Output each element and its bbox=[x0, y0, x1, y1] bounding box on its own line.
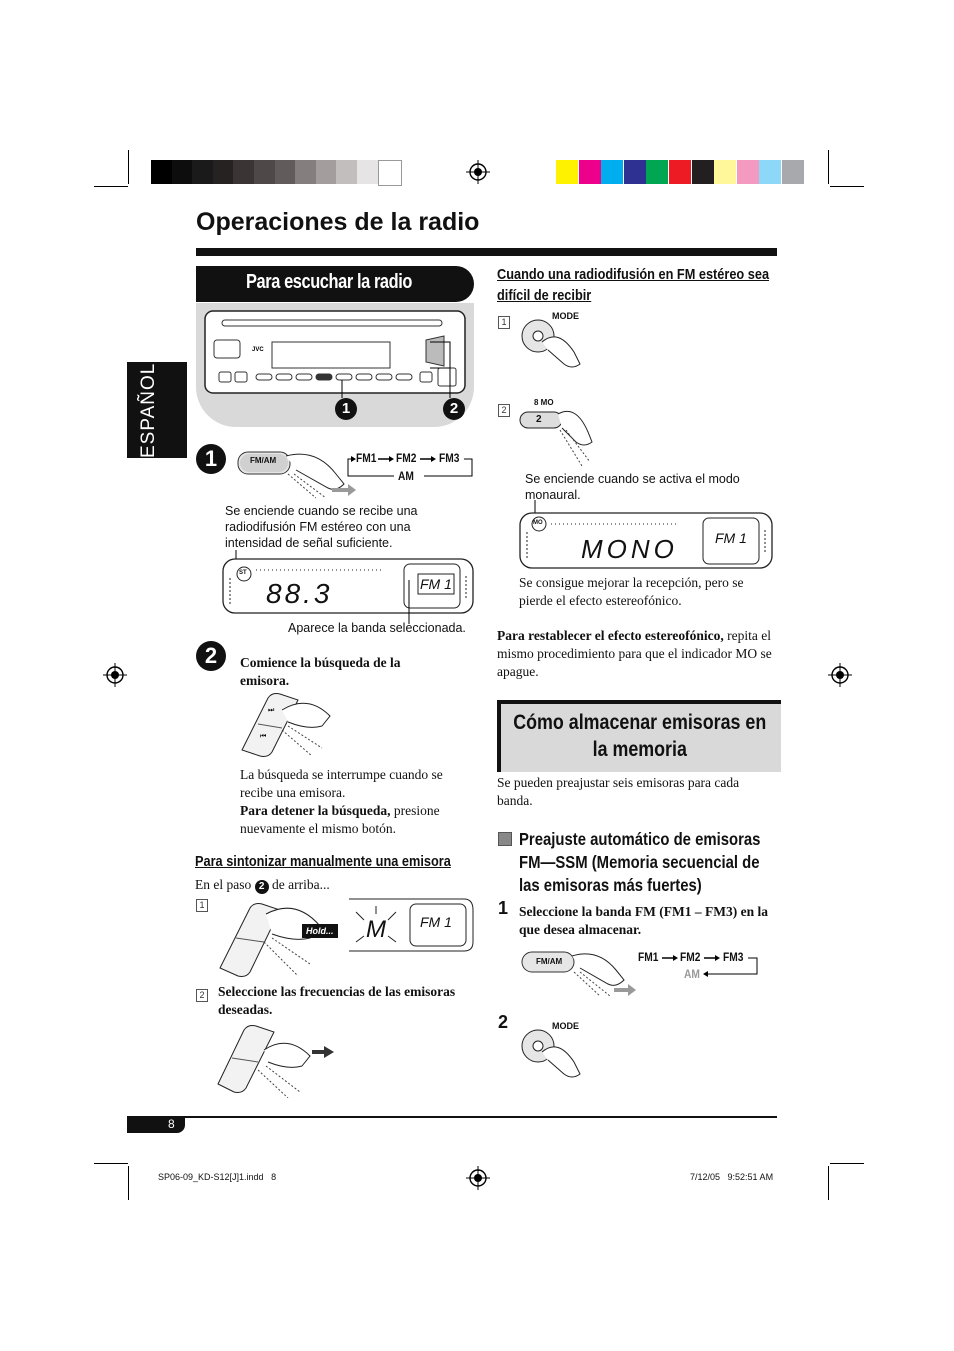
mono-band-readout: FM 1 bbox=[715, 530, 747, 546]
color-swatch bbox=[692, 160, 714, 184]
band-fm2: FM2 bbox=[396, 451, 417, 465]
seek-button-press bbox=[238, 690, 338, 760]
preset-key-label: 8 MO bbox=[534, 398, 554, 407]
memory-section-title: Cómo almacenar emisoras en la memoria bbox=[513, 711, 767, 761]
svg-text:⏮: ⏮ bbox=[260, 733, 267, 740]
preset-key-number: 2 bbox=[536, 414, 542, 425]
stereo-sub1-marker: 1 bbox=[498, 312, 510, 330]
stereo-difficult-heading: Cuando una radiodifusión en FM estéreo sea difícil de recibir bbox=[497, 266, 770, 304]
lcd-display-mono bbox=[519, 512, 773, 569]
callout-1: 1 bbox=[335, 398, 357, 420]
band-note: Aparece la banda seleccionada. bbox=[288, 621, 466, 635]
ssm-band-fm3: FM3 bbox=[723, 950, 744, 964]
ssm-heading: Preajuste automático de emisoras FM—SSM (Memoria secuencial de las emisoras más fuertes) bbox=[519, 829, 761, 895]
st-indicator-note: Se enciende cuando se recibe una radiodifusión FM estéreo con una intensidad de señal suficiente. bbox=[225, 504, 418, 550]
manual-tuning-heading: Para sintonizar manualmente una emisora bbox=[195, 853, 451, 870]
footer-file-name: SP06-09_KD-S12[J]1.indd 8 bbox=[158, 1172, 277, 1182]
svg-text:JVC: JVC bbox=[252, 347, 264, 353]
color-swatch bbox=[646, 160, 668, 184]
step2-note2: Para detener la búsqueda, presione nuevamente el mismo botón. bbox=[240, 803, 440, 836]
band-readout: FM 1 bbox=[420, 576, 452, 592]
memory-intro: Se pueden preajustar seis emisoras para cada banda. bbox=[497, 775, 740, 808]
registration-target-bottom-icon bbox=[466, 1166, 490, 1190]
preset-2-button-press bbox=[518, 400, 600, 470]
gray-swatch bbox=[172, 160, 194, 184]
ssm-fm-am-label: FM/AM bbox=[536, 957, 563, 966]
manual-sub1-marker: 1 bbox=[196, 895, 208, 913]
color-swatch bbox=[714, 160, 736, 184]
band-fm3: FM3 bbox=[439, 451, 460, 465]
step-1-marker: 1 bbox=[196, 444, 226, 474]
gray-swatch bbox=[151, 160, 173, 184]
registration-target-right-icon bbox=[828, 663, 852, 687]
band-am: AM bbox=[398, 469, 414, 483]
lcd-display-step1 bbox=[222, 558, 474, 614]
band-note-leader bbox=[404, 580, 414, 624]
gray-swatch bbox=[295, 160, 317, 184]
language-label: ESPAÑOL bbox=[138, 362, 159, 458]
gray-swatch bbox=[316, 160, 338, 184]
st-indicator: ST bbox=[239, 570, 247, 576]
color-swatch bbox=[737, 160, 759, 184]
ssm-mode-button-press bbox=[518, 1022, 598, 1086]
color-swatch bbox=[782, 160, 804, 184]
gray-swatch bbox=[254, 160, 276, 184]
gray-swatch bbox=[378, 160, 402, 186]
gray-swatch bbox=[233, 160, 255, 184]
mono-readout: MONO bbox=[581, 534, 678, 564]
ssm-band-fm2: FM2 bbox=[680, 950, 701, 964]
gray-swatch bbox=[192, 160, 214, 184]
mode-label: MODE bbox=[552, 311, 579, 321]
band-cycle-diagram bbox=[340, 450, 475, 488]
restore-stereo-note: Para restablecer el efecto estereofónico, repita el mismo procedimiento para que el indicador MO se apague. bbox=[497, 628, 772, 679]
hold-label: Hold... bbox=[302, 924, 338, 938]
mo-indicator-note: Se enciende cuando se activa el modo monaural. bbox=[525, 472, 740, 502]
reception-note: Se consigue mejorar la recepción, pero se pierde el efecto estereofónico. bbox=[519, 575, 744, 608]
step-2-marker: 2 bbox=[196, 641, 226, 671]
color-swatch bbox=[556, 160, 578, 184]
mo-indicator: MO bbox=[533, 520, 543, 526]
manual-sub2-marker: 2 bbox=[196, 985, 208, 1003]
ssm-step2-number: 2 bbox=[498, 1012, 509, 1032]
footer-rule bbox=[127, 1116, 777, 1118]
manual-band-readout: FM 1 bbox=[420, 914, 452, 930]
color-swatch bbox=[669, 160, 691, 184]
section-title-escuchar: Para escuchar la radio bbox=[196, 266, 474, 302]
page-number-tab bbox=[127, 1117, 185, 1133]
ssm-step1-number: 1 bbox=[498, 898, 509, 918]
title-rule bbox=[196, 248, 777, 256]
ssm-mode-label: MODE bbox=[552, 1021, 579, 1031]
step2-instruction: Comience la búsqueda de la emisora. bbox=[240, 655, 401, 688]
ssm-band-fm1: FM1 bbox=[638, 950, 659, 964]
mode-button-press bbox=[518, 312, 598, 372]
registration-target-top-icon bbox=[466, 160, 490, 184]
ssm-step1-text: Seleccione la banda FM (FM1 – FM3) en la que desea almacenar. bbox=[519, 904, 768, 937]
footer-timestamp: 7/12/05 9:52:51 AM bbox=[690, 1172, 774, 1182]
color-swatch bbox=[601, 160, 623, 184]
gray-swatch bbox=[213, 160, 235, 184]
seek-button-repeat bbox=[214, 1022, 338, 1098]
frequency-readout: 88.3 bbox=[266, 578, 333, 609]
page-title: Operaciones de la radio bbox=[196, 208, 480, 236]
ssm-band-cycle bbox=[624, 950, 760, 986]
gray-swatch bbox=[275, 160, 297, 184]
stereo-sub2-marker: 2 bbox=[498, 400, 510, 418]
manual-intro: En el paso 2 de arriba... bbox=[195, 877, 330, 892]
memory-m-indicator: M bbox=[366, 916, 386, 943]
lcd-display-manual bbox=[348, 898, 474, 952]
ssm-fm-am-button-press bbox=[520, 948, 640, 998]
color-swatch bbox=[624, 160, 646, 184]
svg-text:⏭: ⏭ bbox=[268, 707, 275, 714]
page-number: 8 bbox=[168, 1117, 175, 1131]
color-swatch bbox=[579, 160, 601, 184]
fm-am-button-label: FM/AM bbox=[250, 456, 277, 465]
gray-swatch bbox=[336, 160, 358, 184]
registration-target-left-icon bbox=[103, 663, 127, 687]
color-swatch bbox=[759, 160, 781, 184]
callout-2: 2 bbox=[443, 398, 465, 420]
step2-note1: La búsqueda se interrumpe cuando se recibe una emisora. bbox=[240, 767, 443, 800]
seek-button-hold bbox=[216, 898, 346, 986]
band-fm1: FM1 bbox=[356, 451, 377, 465]
ssm-band-am: AM bbox=[684, 967, 700, 981]
ssm-heading-bullet bbox=[498, 832, 512, 846]
gray-swatch bbox=[357, 160, 379, 184]
manual-sub2-text: Seleccione las frecuencias de las emisoras deseadas. bbox=[218, 984, 456, 1017]
